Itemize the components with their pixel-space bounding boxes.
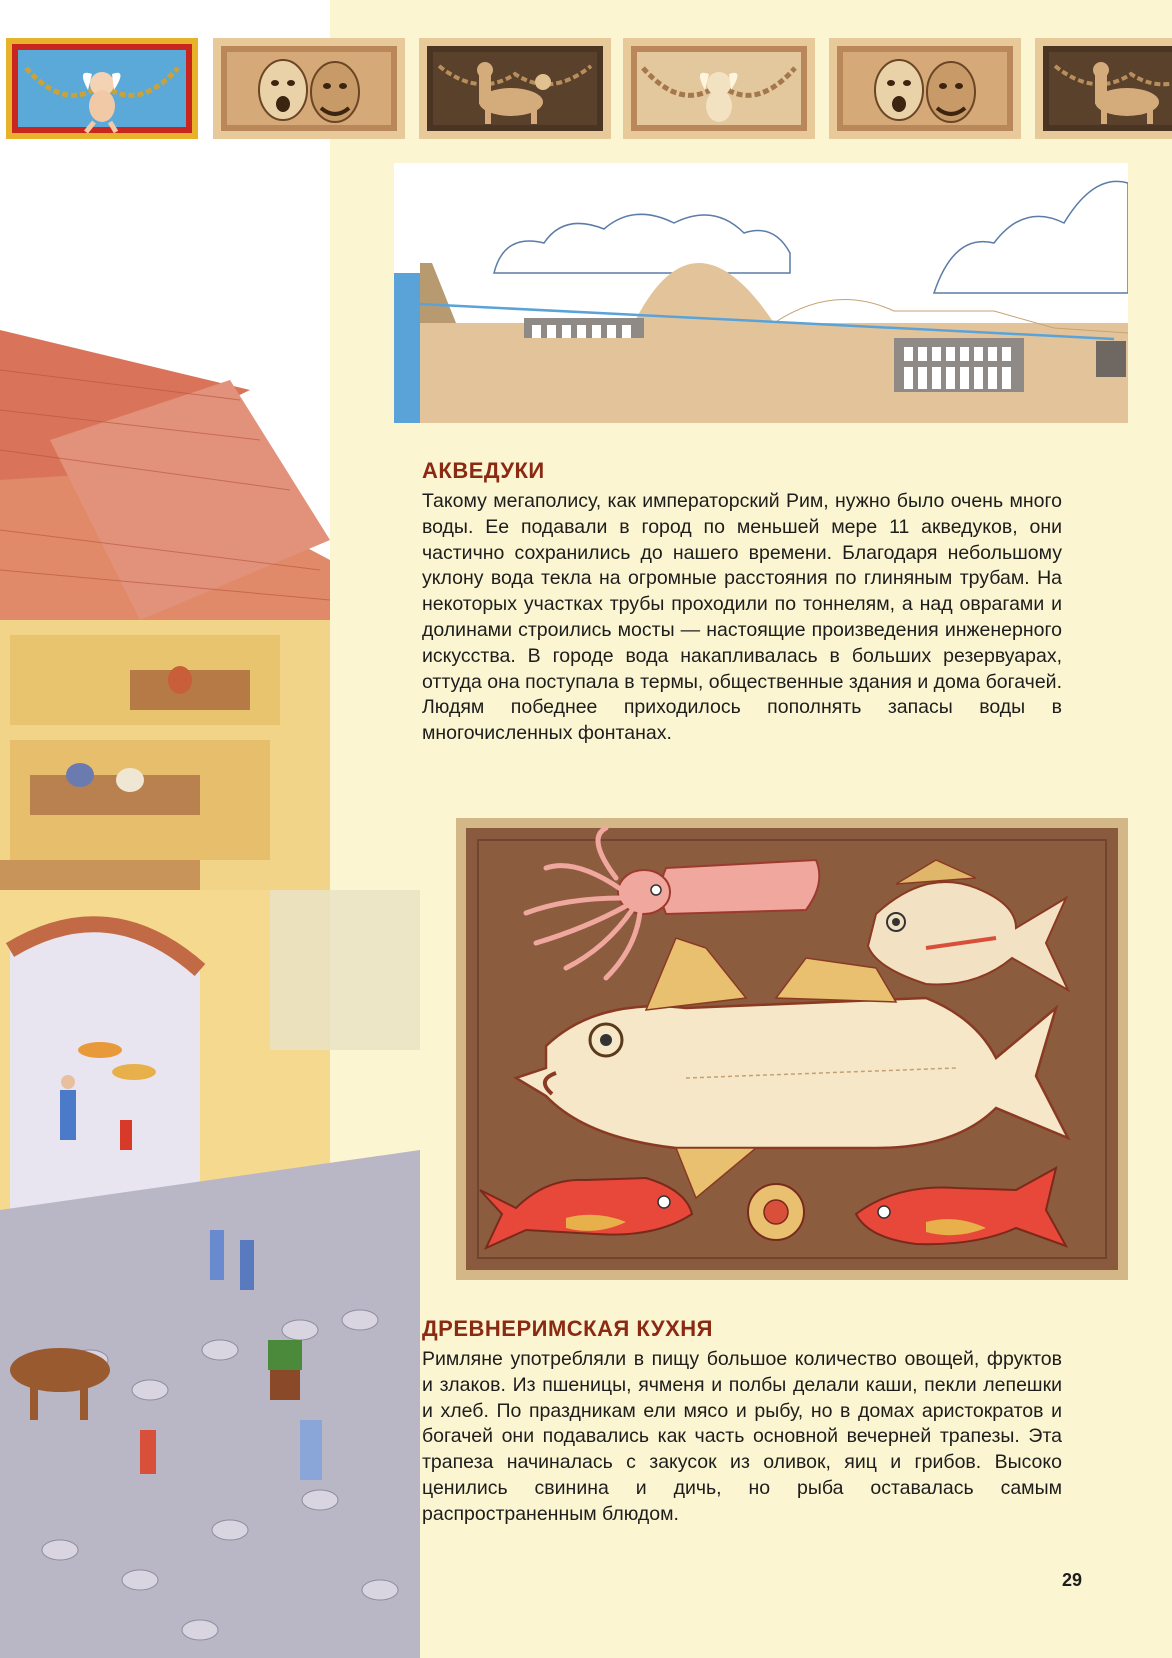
roman-house-cutaway-illustration [0,330,420,1658]
frieze-panel-theatre-masks-2 [829,38,1021,139]
frieze-panel-centaur [419,38,611,139]
roman-cuisine-heading: ДРЕВНЕРИМСКАЯ КУХНЯ [422,1316,713,1341]
aqueducts-paragraph: Такому мегаполису, как императорский Рим, нужно было очень много воды. Ее подавали в город по меньшей мере 11 акведуков, они частично сохранились до нашего времени. Благодаря небольшому уклону вода текла на огромные расстояния по глиняным трубам. На некоторых участках трубы проходили по тоннелям, а над оврагами и долинами строились мосты — настоящие произведения инженерного искусства. В городе вода накапливалась в больших резервуарах, оттуда она поступала в термы, общественные здания и дома богачей. Людям победнее приходилось пополнять запасы воды в многочисленных фонтанах. [422,490,1062,745]
page-number: 29 [1062,1570,1083,1590]
roman-cuisine-paragraph: Римляне употребляли в пищу большое количество овощей, фруктов и злаков. Из пшеницы, ячменя и полбы делали каши, пекли лепешки и хлеб. По праздникам ели мясо и рыбу, но в домах аристократов и богачей они подавались как часть основной вечерней трапезы. Эта трапеза начиналась с закусок из оливок, яиц и грибов. Высоко ценились свинина и дичь, но рыба оставалась самым распространенным блюдом. [422,1348,1062,1525]
fish-mosaic-illustration [456,818,1128,1280]
frieze-panel-sepia-cupid [623,38,815,139]
aqueducts-heading: АКВЕДУКИ [422,458,545,483]
frieze-panel-color-cupid [6,38,198,139]
frieze-panel-centaur-2 [1035,38,1172,139]
frieze-panel-theatre-masks [213,38,405,139]
aqueduct-cross-section-illustration [394,163,1128,423]
